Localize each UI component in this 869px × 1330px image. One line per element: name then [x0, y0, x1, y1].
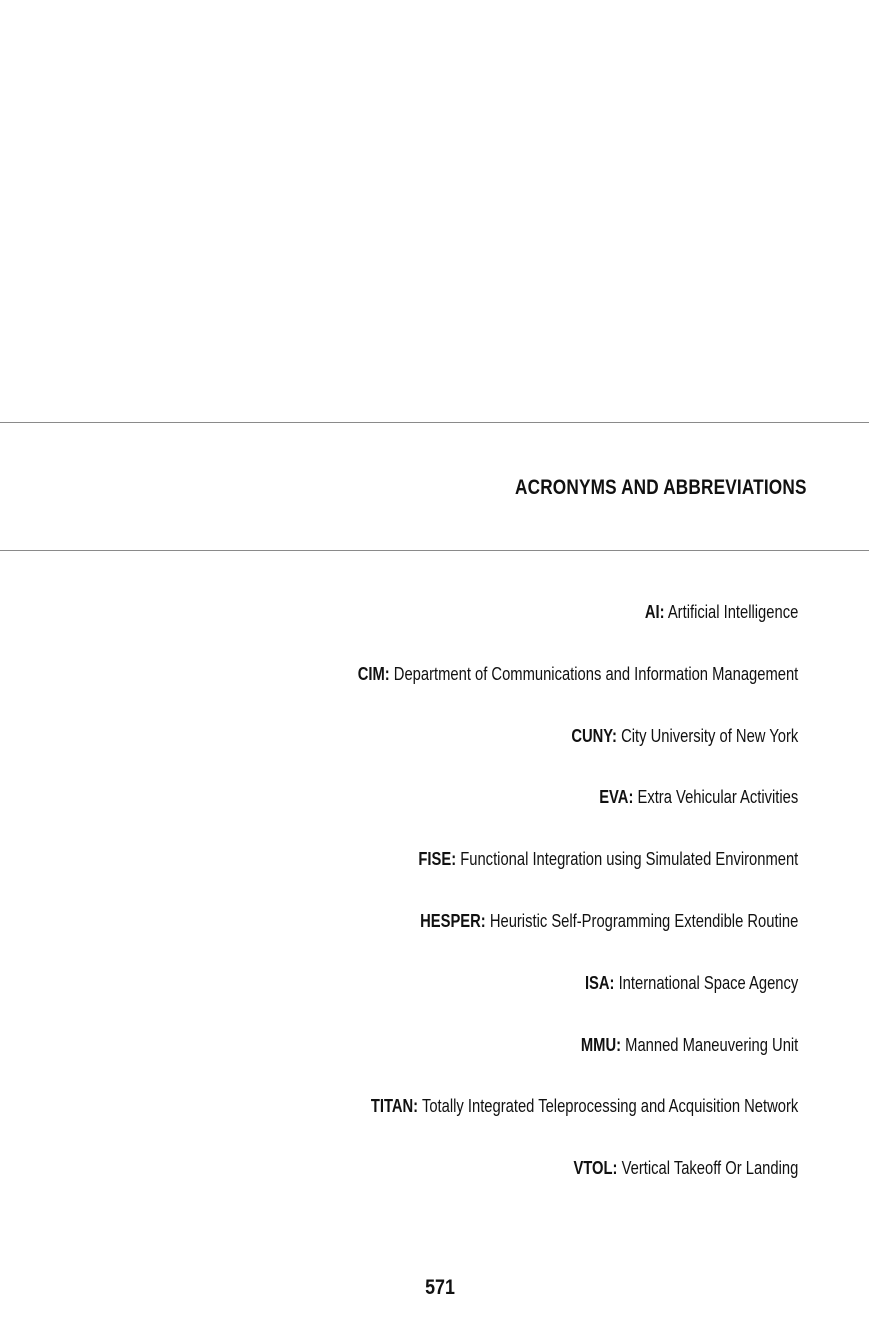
acronym-definition: Functional Integration using Simulated Environment	[459, 849, 798, 870]
page-title: ACRONYMS AND ABBREVIATIONS	[515, 476, 807, 499]
acronym-term: TITAN:	[370, 1096, 418, 1117]
acronym-entry	[357, 783, 798, 845]
acronym-term: CIM:	[357, 663, 390, 684]
acronym-entry	[357, 845, 798, 907]
acronym-list	[261, 598, 798, 1216]
acronym-term: FISE:	[418, 849, 456, 870]
acronym-definition: Manned Maneuvering Unit	[624, 1034, 798, 1055]
acronym-entry	[357, 1092, 798, 1154]
acronym-term: AI:	[644, 602, 665, 622]
acronym-entry	[357, 1154, 798, 1216]
acronym-definition: City University of New York	[620, 725, 798, 746]
acronym-term: VTOL:	[573, 1158, 618, 1179]
acronym-definition: Department of Communications and Information Management	[393, 663, 798, 684]
acronym-definition: Extra Vehicular Activities	[637, 787, 798, 808]
acronym-term: ISA:	[584, 972, 615, 993]
acronym-definition: Heuristic Self-Programming Extendible Routine	[489, 910, 798, 931]
acronym-entry	[357, 722, 798, 784]
acronym-term: HESPER:	[419, 910, 486, 931]
acronym-term: EVA:	[598, 787, 634, 808]
acronym-entry	[357, 1031, 798, 1093]
acronym-definition: Vertical Takeoff Or Landing	[621, 1158, 798, 1179]
acronym-entry	[357, 660, 798, 722]
acronym-term: CUNY:	[571, 725, 617, 746]
acronym-entry	[357, 907, 798, 969]
acronym-definition: International Space Agency	[618, 972, 798, 993]
page-number: 571	[425, 1276, 455, 1299]
acronym-definition: Artificial Intelligence	[667, 602, 798, 622]
bottom-divider	[0, 550, 869, 551]
acronym-entry	[357, 969, 798, 1031]
acronym-definition: Totally Integrated Teleprocessing and Acquisition Network	[421, 1096, 798, 1117]
acronym-term: MMU:	[580, 1034, 621, 1055]
acronym-entry	[357, 598, 798, 660]
top-divider	[0, 422, 869, 423]
